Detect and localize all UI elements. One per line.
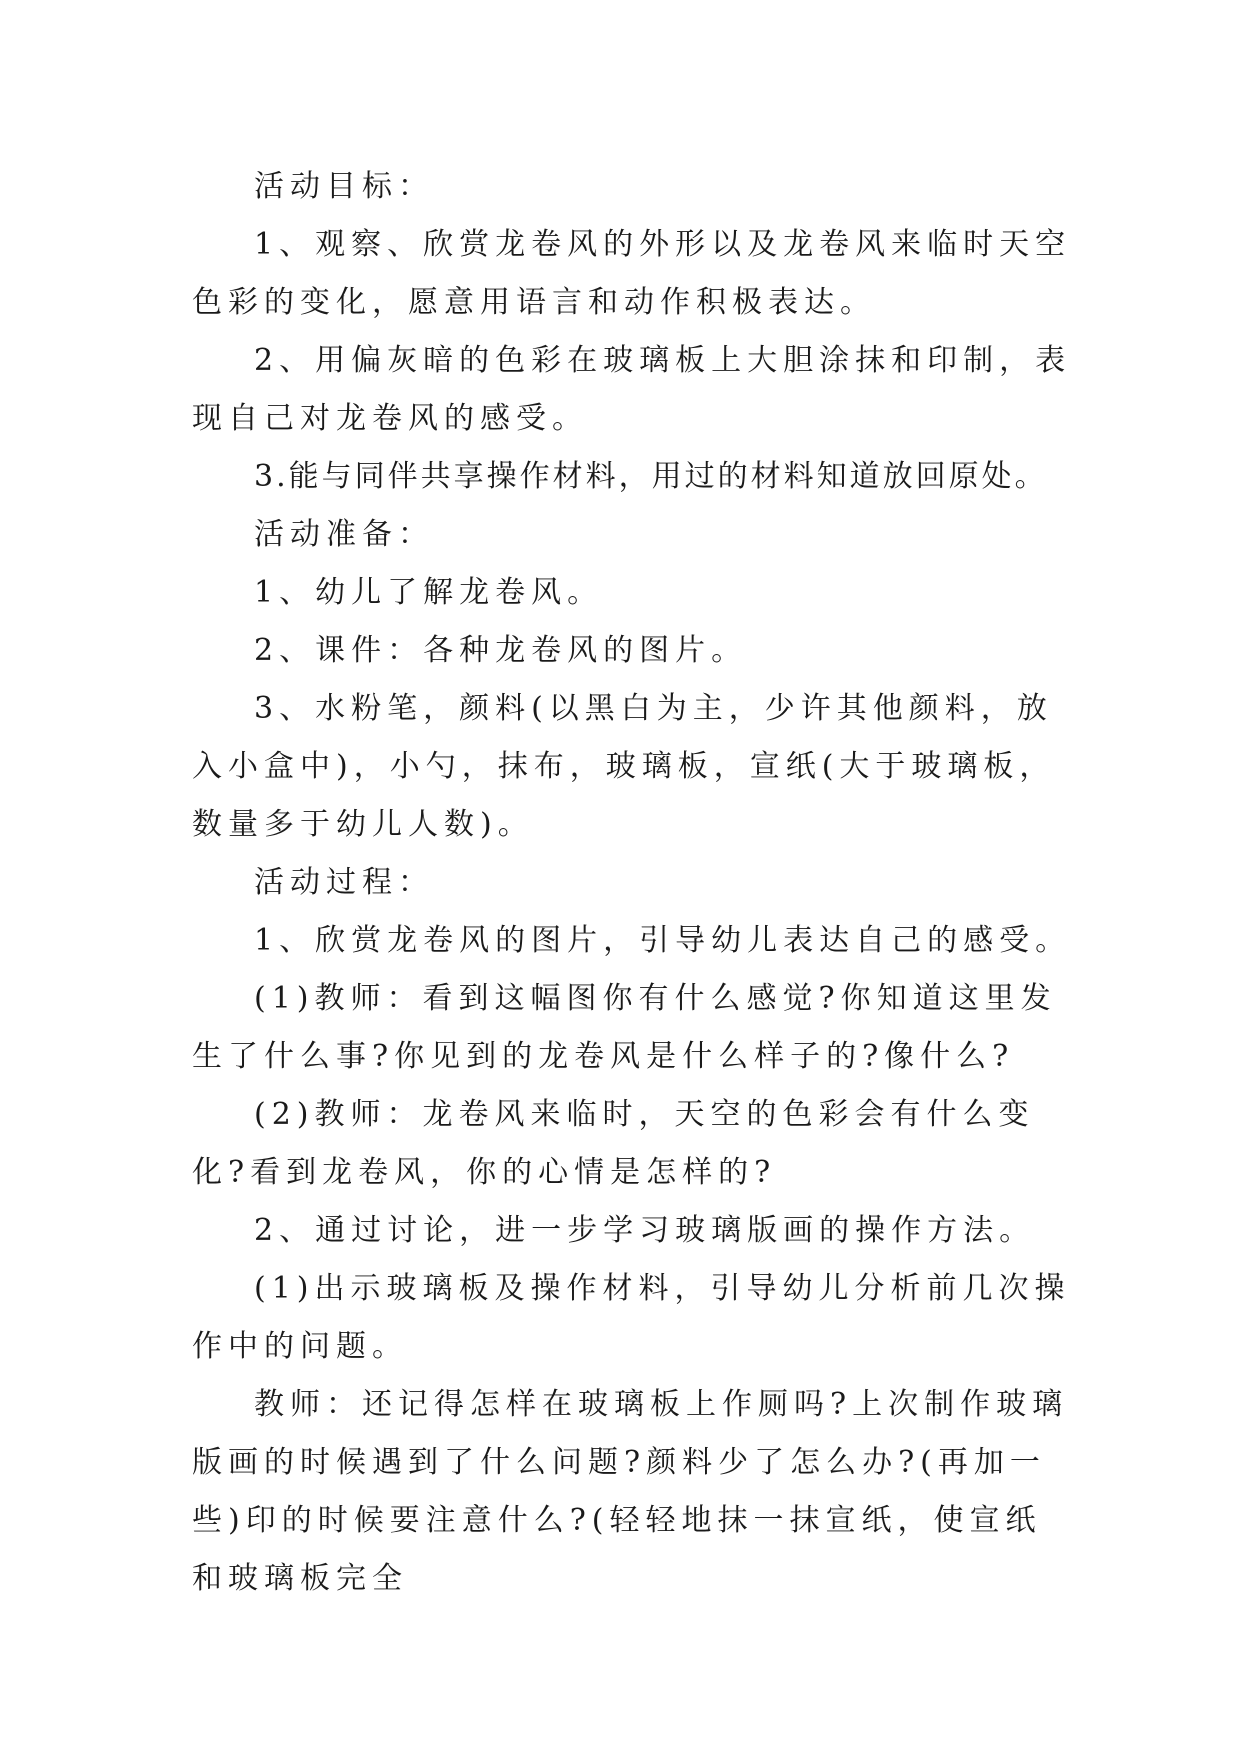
process-step-1-sub-2: (2)教师：龙卷风来临时，天空的色彩会有什么变化?看到龙卷风，你的心情是怎样的?	[192, 1097, 1035, 1190]
process-step-2-sub-1: (1)出示玻璃板及操作材料，引导幼儿分析前几次操作中的问题。	[192, 1271, 1071, 1364]
goal-item-1: 1、观察、欣赏龙卷风的外形以及龙卷风来临时天空色彩的变化，愿意用语言和动作积极表达。	[192, 227, 1072, 320]
goal-item-3: 3.能与同伴共享操作材料，用过的材料知道放回原处。	[254, 459, 1048, 494]
heading-activity-preparation: 活动准备：	[254, 517, 434, 552]
preparation-item-1: 1、幼儿了解龙卷风。	[254, 575, 604, 610]
process-step-1-sub-1: (1)教师：看到这幅图你有什么感觉?你知道这里发生了什么事?你见到的龙卷风是什么样子的?像什么?	[192, 981, 1057, 1074]
process-step-2: 2、通过讨论，进一步学习玻璃版画的操作方法。	[254, 1213, 1036, 1248]
heading-activity-process: 活动过程：	[254, 865, 434, 900]
document-body	[192, 158, 1072, 1608]
preparation-item-2: 2、课件：各种龙卷风的图片。	[254, 633, 748, 668]
goal-item-2: 2、用偏灰暗的色彩在玻璃板上大胆涂抹和印制，表现自己对龙卷风的感受。	[192, 343, 1072, 436]
heading-activity-goals: 活动目标：	[254, 169, 434, 204]
process-step-1: 1、欣赏龙卷风的图片，引导幼儿表达自己的感受。	[254, 923, 1072, 958]
preparation-item-3: 3、水粉笔，颜料(以黑白为主，少许其他颜料，放入小盒中)，小勺，抹布，玻璃板，宣纸(大于玻璃板，数量多于幼儿人数)。	[192, 691, 1056, 842]
teacher-dialogue: 教师：还记得怎样在玻璃板上作厕吗?上次制作玻璃版画的时候遇到了什么问题?颜料少了怎么办?(再加一些)印的时候要注意什么?(轻轻地抹一抹宣纸，使宣纸和玻璃板完全	[192, 1387, 1069, 1596]
